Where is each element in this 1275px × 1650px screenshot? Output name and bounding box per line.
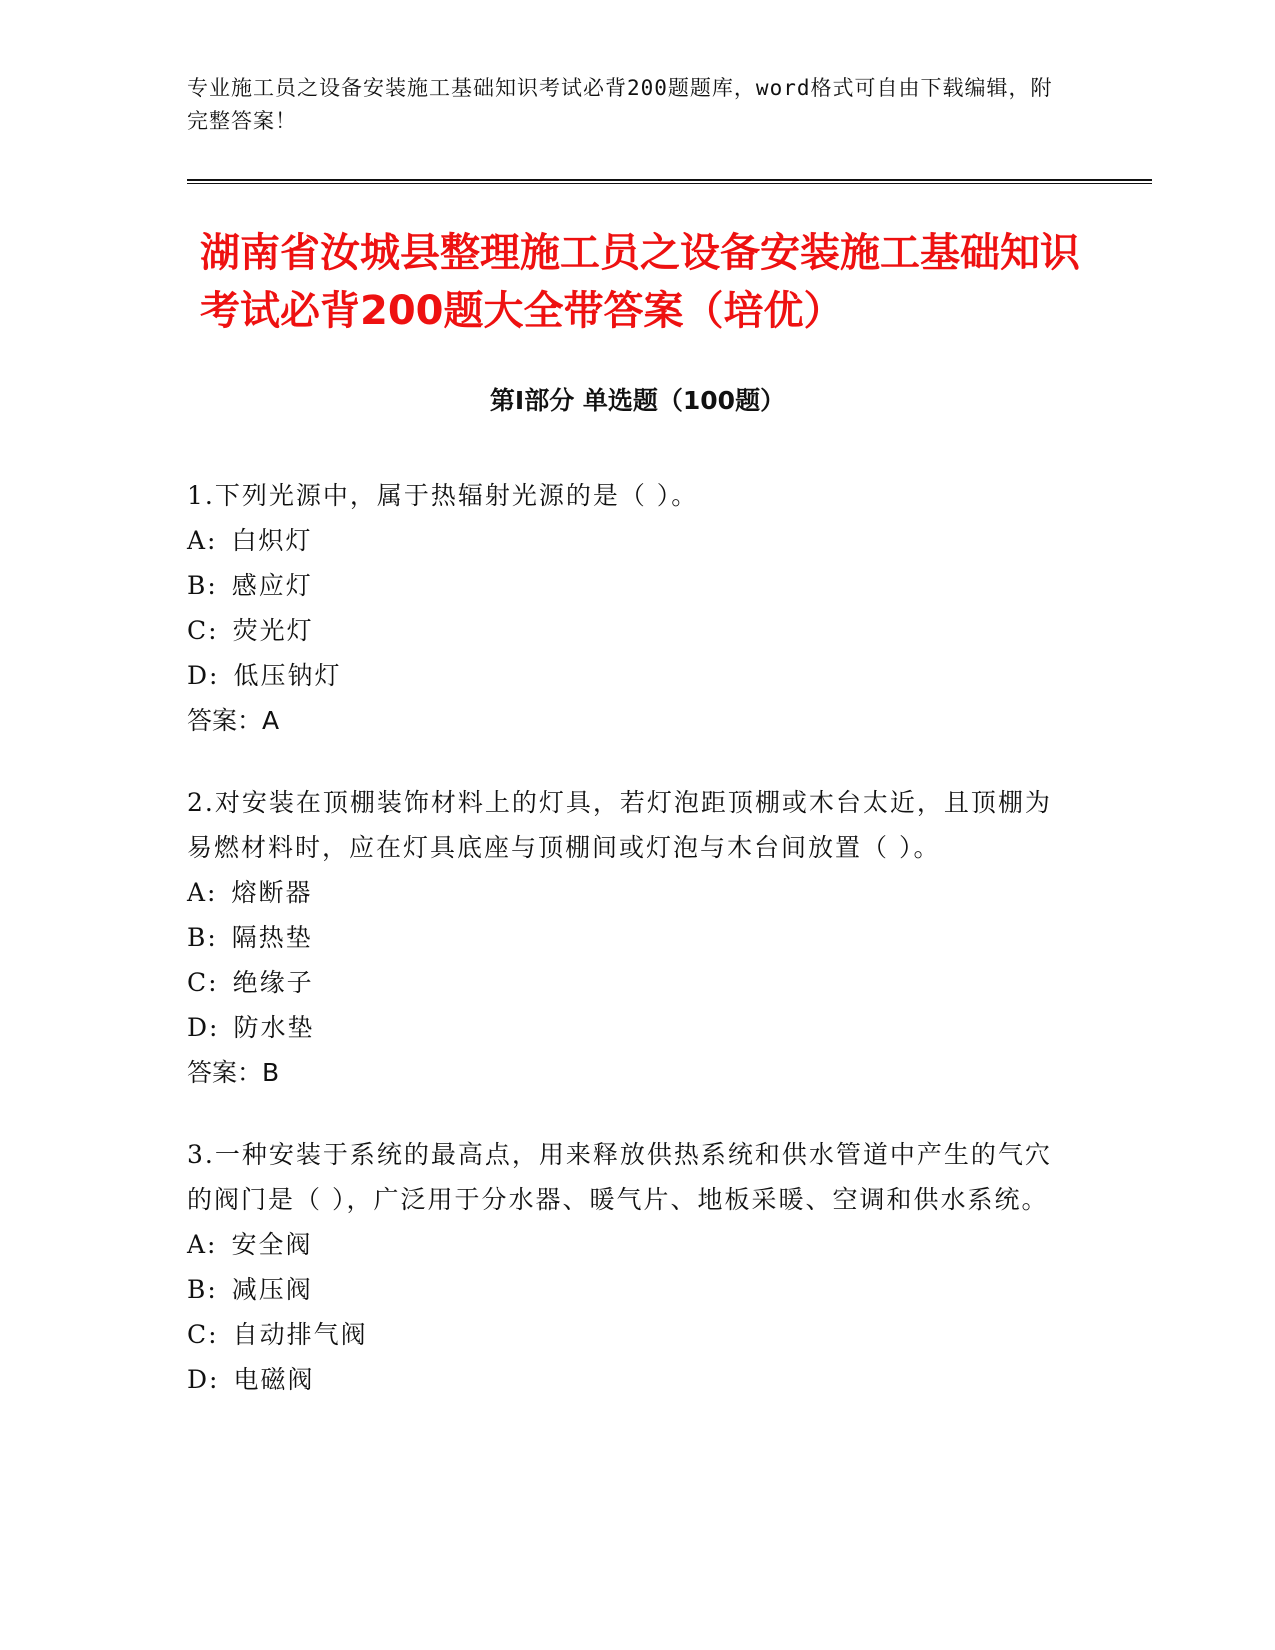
answer-line: 答案：B <box>187 1058 280 1087</box>
option-text: 安全阀 <box>231 1230 313 1259</box>
question-stem: 1.下列光源中，属于热辐射光源的是（ ）。 <box>187 481 699 510</box>
document-title: 湖南省汝城县整理施工员之设备安装施工基础知识考试必背200题大全带答案（培优） <box>200 230 1080 334</box>
option-c <box>187 960 1067 1005</box>
option-a <box>187 870 1067 915</box>
option-text: 绝缘子 <box>232 968 314 997</box>
option-b <box>187 1267 1067 1312</box>
header-divider-thin <box>187 183 1152 184</box>
option-key: A: <box>187 878 218 907</box>
option-text: 荧光灯 <box>232 616 314 645</box>
option-text: 熔断器 <box>231 878 313 907</box>
option-key: C: <box>187 616 219 645</box>
option-key: D: <box>187 1013 220 1042</box>
option-text: 自动排气阀 <box>232 1320 368 1349</box>
section-title: 第Ⅰ部分 单选题（100题） <box>489 386 786 415</box>
option-b <box>187 915 1067 960</box>
option-key: D: <box>187 661 220 690</box>
option-text: 感应灯 <box>231 571 313 600</box>
option-key: C: <box>187 968 219 997</box>
option-c <box>187 1312 1067 1357</box>
option-key: B: <box>187 1275 218 1304</box>
header-divider-thick <box>187 179 1152 181</box>
option-key: B: <box>187 571 218 600</box>
option-key: C: <box>187 1320 219 1349</box>
option-text: 白炽灯 <box>231 526 313 555</box>
option-a <box>187 518 1067 563</box>
question-stem: 2.对安装在顶棚装饰材料上的灯具，若灯泡距顶棚或木台太近，且顶棚为易燃材料时，应在灯具底座与顶棚间或灯泡与木台间放置（ ）。 <box>187 788 1052 862</box>
question-2 <box>187 780 1067 1095</box>
header-note: 专业施工员之设备安装施工基础知识考试必背200题题库，word格式可自由下载编辑，附完整答案！ <box>187 76 1053 133</box>
option-d <box>187 1357 1067 1402</box>
question-list <box>187 473 1067 1439</box>
option-key: D: <box>187 1365 220 1394</box>
option-text: 隔热垫 <box>231 923 313 952</box>
option-key: A: <box>187 1230 218 1259</box>
option-text: 电磁阀 <box>233 1365 315 1394</box>
option-b <box>187 563 1067 608</box>
option-text: 低压钠灯 <box>233 661 342 690</box>
option-text: 减压阀 <box>231 1275 313 1304</box>
option-key: B: <box>187 923 218 952</box>
option-a <box>187 1222 1067 1267</box>
option-d <box>187 653 1067 698</box>
option-d <box>187 1005 1067 1050</box>
question-3 <box>187 1132 1067 1402</box>
answer-line: 答案：A <box>187 706 280 735</box>
option-c <box>187 608 1067 653</box>
question-stem: 3.一种安装于系统的最高点，用来释放供热系统和供水管道中产生的气穴的阀门是（ ），广泛用于分水器、暖气片、地板采暖、空调和供水系统。 <box>187 1140 1052 1214</box>
question-1 <box>187 473 1067 743</box>
option-text: 防水垫 <box>233 1013 315 1042</box>
option-key: A: <box>187 526 218 555</box>
